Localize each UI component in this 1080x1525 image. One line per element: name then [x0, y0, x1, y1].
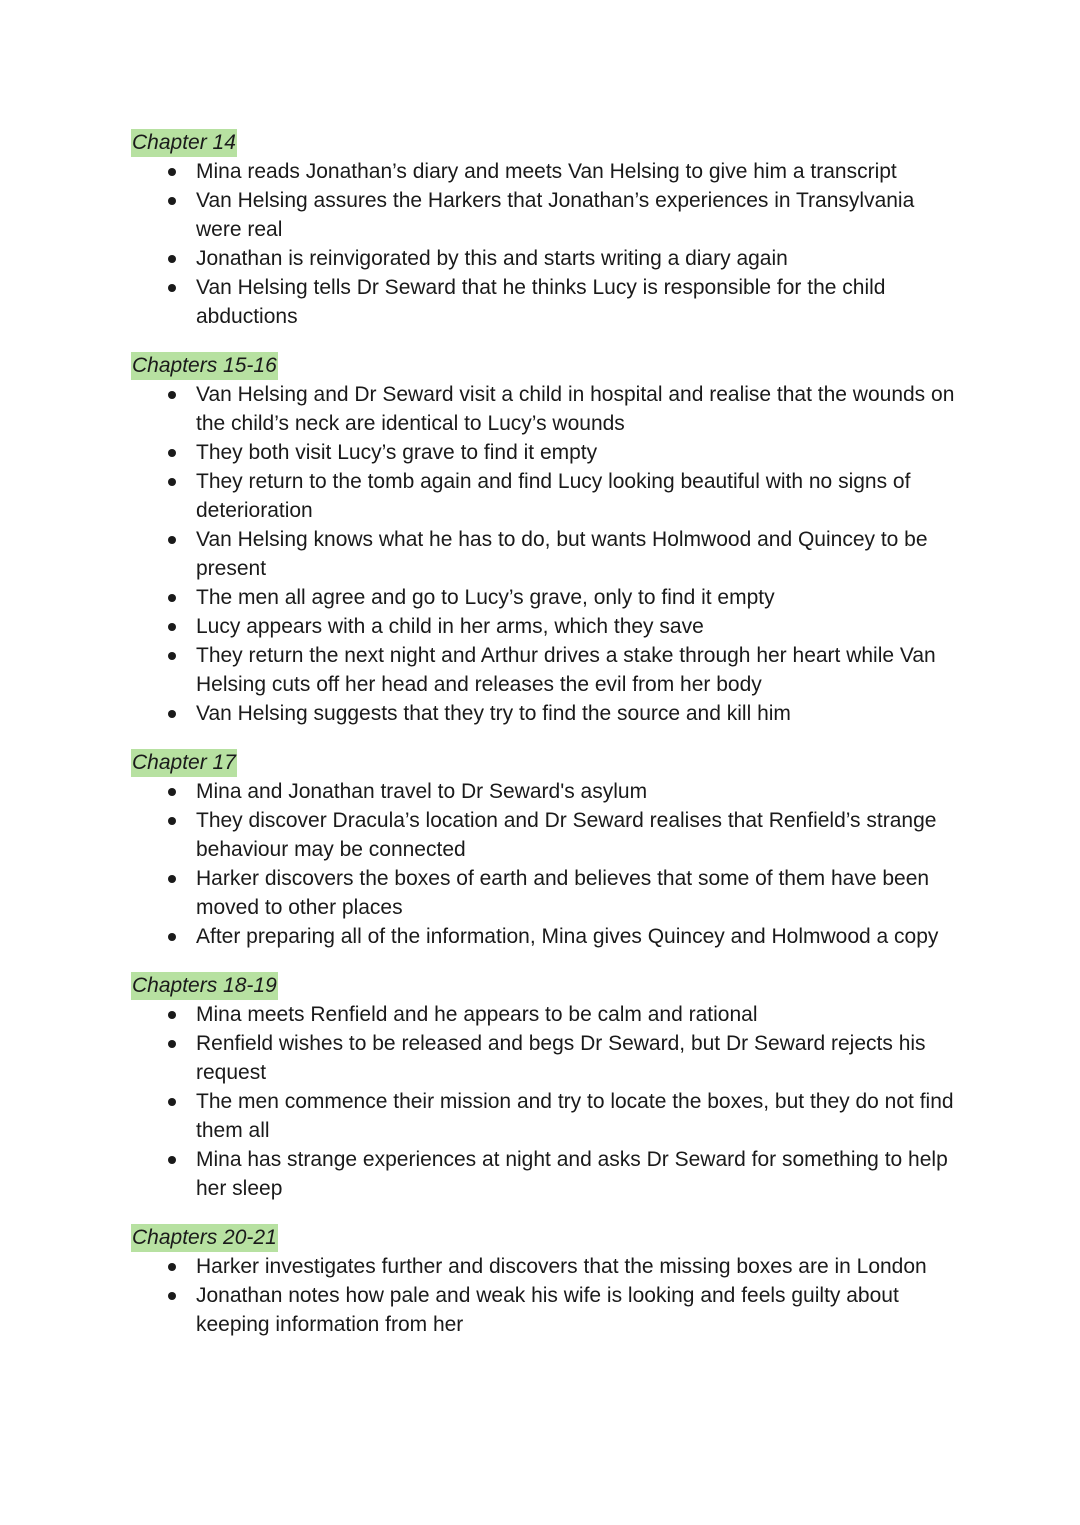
bullet-list [131, 777, 960, 951]
bullet-text: The men all agree and go to Lucy’s grave, only to find it empty [196, 586, 775, 609]
bullet-dot-icon [168, 478, 176, 486]
bullet-item [131, 273, 960, 331]
bullet-dot-icon [168, 933, 176, 941]
bullet-text: They return the next night and Arthur drives a stake through her heart while Van Helsing cuts off her head and releases the evil from her body [196, 644, 936, 696]
bullet-text: Harker discovers the boxes of earth and believes that some of them have been moved to other places [196, 867, 930, 919]
bullet-item [131, 380, 960, 438]
chapter-section [131, 972, 960, 1203]
bullet-dot-icon [168, 1292, 176, 1300]
bullet-list [131, 157, 960, 331]
bullet-text: After preparing all of the information, Mina gives Quincey and Holmwood a copy [196, 925, 939, 948]
bullet-dot-icon [168, 536, 176, 544]
bullet-item [131, 1145, 960, 1203]
bullet-text: Van Helsing assures the Harkers that Jonathan’s experiences in Transylvania were real [196, 189, 915, 241]
bullet-text: The men commence their mission and try to locate the boxes, but they do not find them all [196, 1090, 954, 1142]
bullet-list [131, 1000, 960, 1203]
bullet-dot-icon [168, 710, 176, 718]
bullet-text: Mina meets Renfield and he appears to be calm and rational [196, 1003, 758, 1026]
bullet-text: Van Helsing suggests that they try to find the source and kill him [196, 702, 791, 725]
bullet-dot-icon [168, 1156, 176, 1164]
bullet-dot-icon [168, 817, 176, 825]
bullet-text: Jonathan notes how pale and weak his wife is looking and feels guilty about keeping information from her [196, 1284, 899, 1336]
bullet-dot-icon [168, 255, 176, 263]
chapter-section [131, 129, 960, 331]
chapter-heading: Chapters 15-16 [131, 352, 278, 380]
bullet-dot-icon [168, 1098, 176, 1106]
bullet-item [131, 864, 960, 922]
bullet-item [131, 1029, 960, 1087]
chapter-section [131, 352, 960, 728]
bullet-item [131, 699, 960, 728]
bullet-text: Mina has strange experiences at night and asks Dr Seward for something to help her sleep [196, 1148, 948, 1200]
bullet-text: Lucy appears with a child in her arms, which they save [196, 615, 704, 638]
bullet-item [131, 1252, 960, 1281]
bullet-dot-icon [168, 1040, 176, 1048]
bullet-dot-icon [168, 284, 176, 292]
bullet-item [131, 777, 960, 806]
bullet-text: They discover Dracula’s location and Dr Seward realises that Renfield’s strange behaviour may be connected [196, 809, 937, 861]
bullet-text: They both visit Lucy’s grave to find it empty [196, 441, 598, 464]
chapter-heading: Chapter 14 [131, 129, 237, 157]
bullet-item [131, 583, 960, 612]
chapter-heading: Chapters 18-19 [131, 972, 278, 1000]
chapter-heading: Chapters 20-21 [131, 1224, 278, 1252]
bullet-dot-icon [168, 197, 176, 205]
bullet-text: Van Helsing tells Dr Seward that he thinks Lucy is responsible for the child abductions [196, 276, 886, 328]
bullet-text: Renfield wishes to be released and begs Dr Seward, but Dr Seward rejects his request [196, 1032, 926, 1084]
chapter-section [131, 749, 960, 951]
bullet-dot-icon [168, 594, 176, 602]
bullet-dot-icon [168, 875, 176, 883]
bullet-item [131, 525, 960, 583]
bullet-list [131, 1252, 960, 1339]
bullet-dot-icon [168, 652, 176, 660]
bullet-dot-icon [168, 391, 176, 399]
bullet-item [131, 467, 960, 525]
bullet-dot-icon [168, 1011, 176, 1019]
bullet-text: Jonathan is reinvigorated by this and starts writing a diary again [196, 247, 788, 270]
bullet-item [131, 922, 960, 951]
bullet-item [131, 806, 960, 864]
bullet-text: Van Helsing and Dr Seward visit a child in hospital and realise that the wounds on the child’s neck are identical to Lucy’s wounds [196, 383, 955, 435]
bullet-list [131, 380, 960, 728]
bullet-item [131, 186, 960, 244]
bullet-item [131, 1087, 960, 1145]
bullet-item [131, 641, 960, 699]
bullet-dot-icon [168, 623, 176, 631]
bullet-text: Van Helsing knows what he has to do, but wants Holmwood and Quincey to be present [196, 528, 928, 580]
bullet-text: They return to the tomb again and find Lucy looking beautiful with no signs of deterioration [196, 470, 911, 522]
bullet-item [131, 1281, 960, 1339]
bullet-item [131, 157, 960, 186]
bullet-dot-icon [168, 1263, 176, 1271]
bullet-dot-icon [168, 168, 176, 176]
chapter-section [131, 1224, 960, 1339]
bullet-dot-icon [168, 449, 176, 457]
chapter-heading: Chapter 17 [131, 749, 237, 777]
bullet-dot-icon [168, 788, 176, 796]
bullet-item [131, 612, 960, 641]
bullet-item [131, 438, 960, 467]
bullet-text: Harker investigates further and discovers that the missing boxes are in London [196, 1255, 927, 1278]
bullet-text: Mina reads Jonathan’s diary and meets Van Helsing to give him a transcript [196, 160, 897, 183]
bullet-text: Mina and Jonathan travel to Dr Seward's asylum [196, 780, 648, 803]
bullet-item [131, 1000, 960, 1029]
bullet-item [131, 244, 960, 273]
